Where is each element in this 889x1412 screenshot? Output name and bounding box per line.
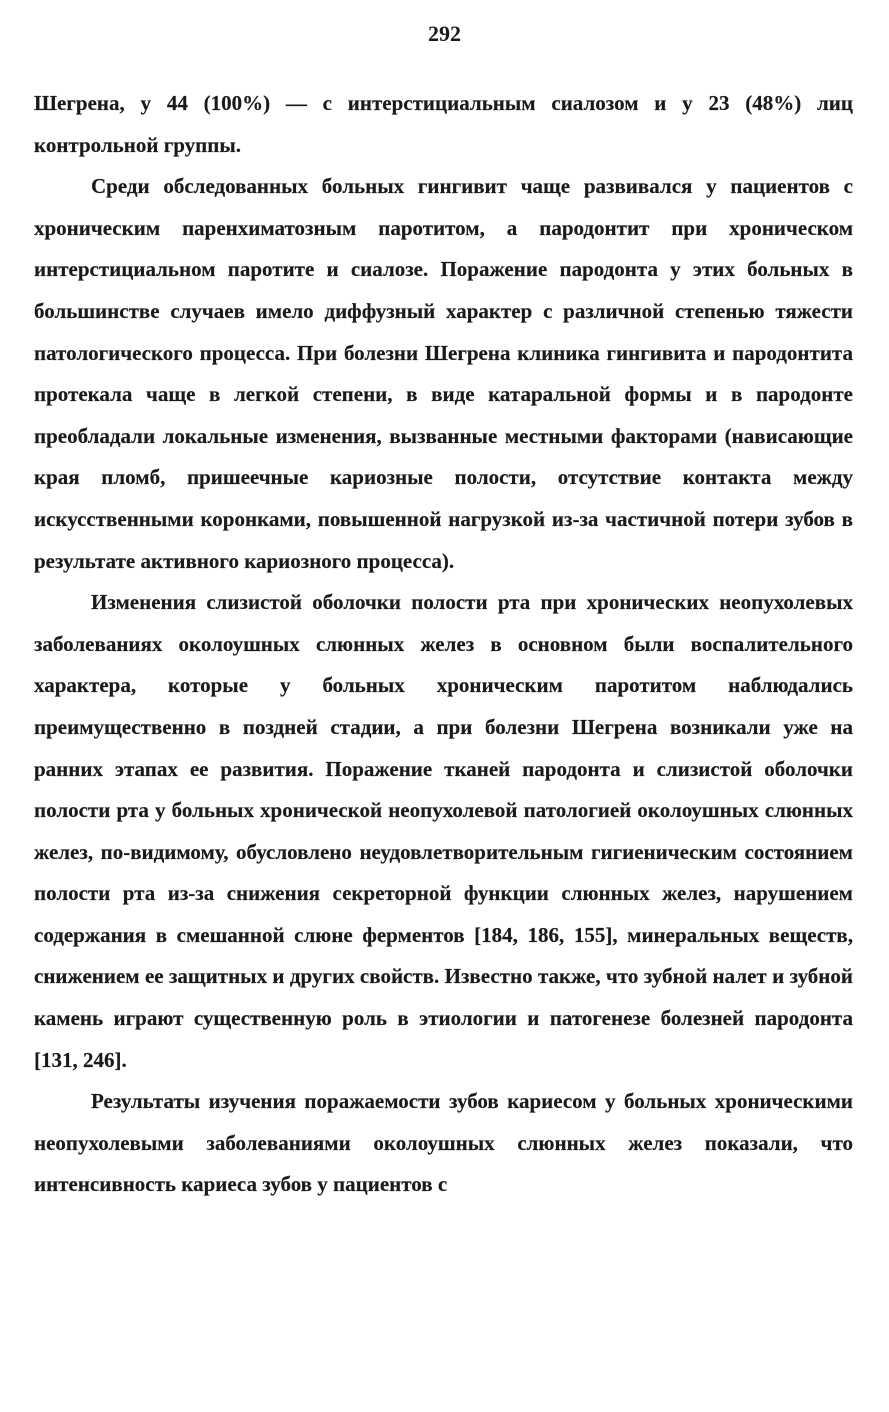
paragraph-mucosa-changes: Изменения слизистой оболочки полости рта при хронических неопухолевых заболеваниях околоушных слюнных желез в основном были воспалительного характера, которые у больных хроническим паротитом наблюдались преимущественно в поздней стадии, а при болезни Шегрена возникали уже на ранних этапах ее развития. Поражение тканей пародонта и слизистой оболочки полости рта у больных хронической неопухолевой патологией околоушных слюнных желез, по-видимому, обусловлено неудовлетворительным гигиеническим состоянием полости рта из-за снижения секреторной функции слюнных желез, нарушением содержания в смешанной слюне ферментов [184, 186, 155], минеральных веществ, снижением ее защитных и других свойств. Известно также, что зубной налет и зубной камень играют существенную роль в этиологии и патогенезе болезней пародонта [131, 246].	[34, 590, 853, 1072]
paragraph-continuation: Шегрена, у 44 (100%) — с интерстициальным сиалозом и у 23 (48%) лиц контрольной группы.	[34, 91, 853, 157]
body-text	[34, 83, 853, 1206]
paragraph-gingivitis: Среди обследованных больных гингивит чаще развивался у пациентов с хроническим паренхиматозным паротитом, а пародонтит при хроническом интерстициальном паротите и сиалозе. Поражение пародонта у этих больных в большинстве случаев имело диффузный характер с различной степенью тяжести патологического процесса. При болезни Шегрена клиника гингивита и пародонтита протекала чаще в легкой степени, в виде катаральной формы и в пародонте преобладали локальные изменения, вызванные местными факторами (нависающие края пломб, пришеечные кариозные полости, отсутствие контакта между искусственными коронками, повышенной нагрузкой из-за частичной потери зубов в результате активного кариозного процесса).	[34, 174, 853, 573]
paragraph-caries-results: Результаты изучения поражаемости зубов кариесом у больных хроническими неопухолевыми заболеваниями околоушных слюнных желез показали, что интенсивность кариеса зубов у пациентов с	[34, 1089, 853, 1197]
page-number: 292	[428, 21, 461, 46]
